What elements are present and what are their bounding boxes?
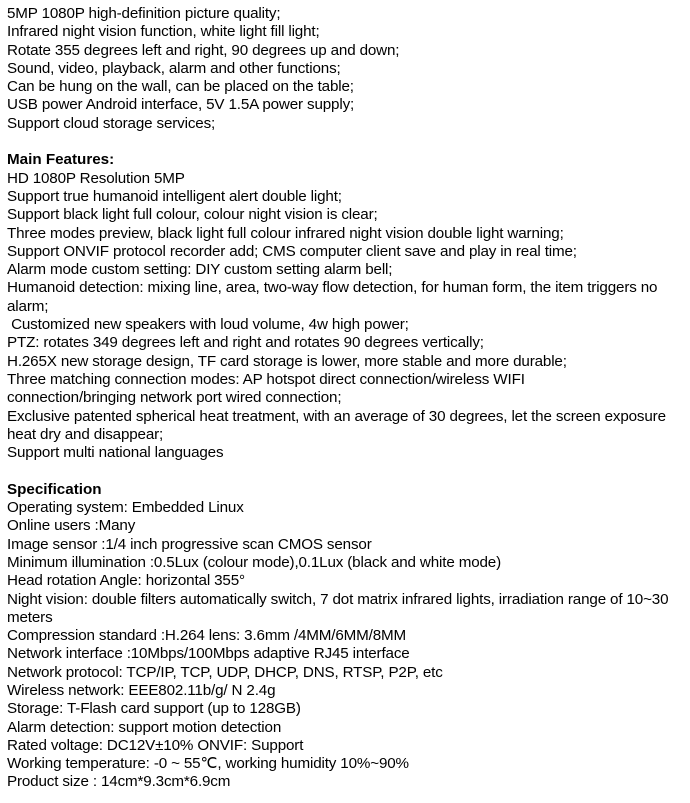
intro-section — [7, 5, 689, 133]
spec-line: Alarm detection: support motion detection — [7, 718, 282, 736]
feature-line: Customized new speakers with loud volume, 4w high power; — [7, 316, 409, 334]
specification-heading: Specification — [7, 480, 102, 498]
spec-line: Compression standard :H.264 lens: 3.6mm /4MM/6MM/8MM — [7, 627, 407, 645]
feature-line: PTZ: rotates 349 degrees left and right and rotates 90 degrees vertically; — [7, 334, 484, 352]
intro-line: USB power Android interface, 5V 1.5A power supply; — [7, 96, 355, 114]
spec-line: Image sensor :1/4 inch progressive scan CMOS sensor — [7, 535, 372, 553]
spec-line: Online users :Many — [7, 517, 136, 535]
feature-line: H.265X new storage design, TF card storage is lower, more stable and more durable; — [7, 352, 567, 370]
feature-line: Support black light full colour, colour night vision is clear; — [7, 206, 378, 224]
spec-line: Storage: T-Flash card support (up to 128GB) — [7, 700, 301, 718]
spec-line: Wireless network: EEE802.11b/g/ N 2.4g — [7, 681, 276, 699]
spec-line: Working temperature: -0 ~ 55℃, working humidity 10%~90% — [7, 755, 409, 773]
spec-line: Product size : 14cm*9.3cm*6.9cm — [7, 773, 231, 791]
intro-line: Infrared night vision function, white light fill light; — [7, 23, 320, 41]
feature-line: Three matching connection modes: AP hotspot direct connection/wireless WIFI connection/bringing network port wired connection; — [7, 370, 525, 407]
spec-line: Minimum illumination :0.5Lux (colour mode),0.1Lux (black and white mode) — [7, 553, 501, 571]
spec-line: Network interface :10Mbps/100Mbps adaptive RJ45 interface — [7, 645, 410, 663]
spec-line: Night vision: double filters automatically switch, 7 dot matrix infrared lights, irradiation range of 10~30 meters — [7, 590, 669, 626]
product-description-document — [7, 5, 689, 792]
section-spacer — [7, 133, 689, 151]
main-features-section — [7, 151, 689, 462]
intro-line: Support cloud storage services; — [7, 114, 216, 132]
feature-line: Humanoid detection: mixing line, area, two-way flow detection, for human form, the item triggers no alarm; — [7, 279, 658, 315]
feature-line: Support ONVIF protocol recorder add; CMS computer client save and play in real time; — [7, 242, 577, 260]
feature-line: Three modes preview, black light full colour infrared night vision double light warning; — [7, 224, 564, 242]
intro-line: Sound, video, playback, alarm and other functions; — [7, 59, 341, 77]
feature-line: HD 1080P Resolution 5MP — [7, 169, 185, 187]
feature-line: Exclusive patented spherical heat treatment, with an average of 30 degrees, let the screen exposure heat dry and disappear; — [7, 407, 666, 443]
feature-line: Support multi national languages — [7, 444, 224, 462]
intro-line: Can be hung on the wall, can be placed on the table; — [7, 78, 354, 96]
feature-line: Support true humanoid intelligent alert double light; — [7, 187, 342, 205]
intro-line: 5MP 1080P high-definition picture quality; — [7, 5, 281, 22]
specification-section — [7, 481, 689, 792]
section-spacer — [7, 462, 689, 480]
spec-line: Head rotation Angle: horizontal 355° — [7, 572, 245, 590]
intro-line: Rotate 355 degrees left and right, 90 degrees up and down; — [7, 41, 400, 59]
spec-line: Network protocol: TCP/IP, TCP, UDP, DHCP, DNS, RTSP, P2P, etc — [7, 663, 443, 681]
feature-line: Alarm mode custom setting: DIY custom setting alarm bell; — [7, 261, 393, 279]
spec-line: Operating system: Embedded Linux — [7, 499, 244, 517]
spec-line: Rated voltage: DC12V±10% ONVIF: Support — [7, 736, 304, 754]
main-features-heading: Main Features: — [7, 151, 115, 169]
